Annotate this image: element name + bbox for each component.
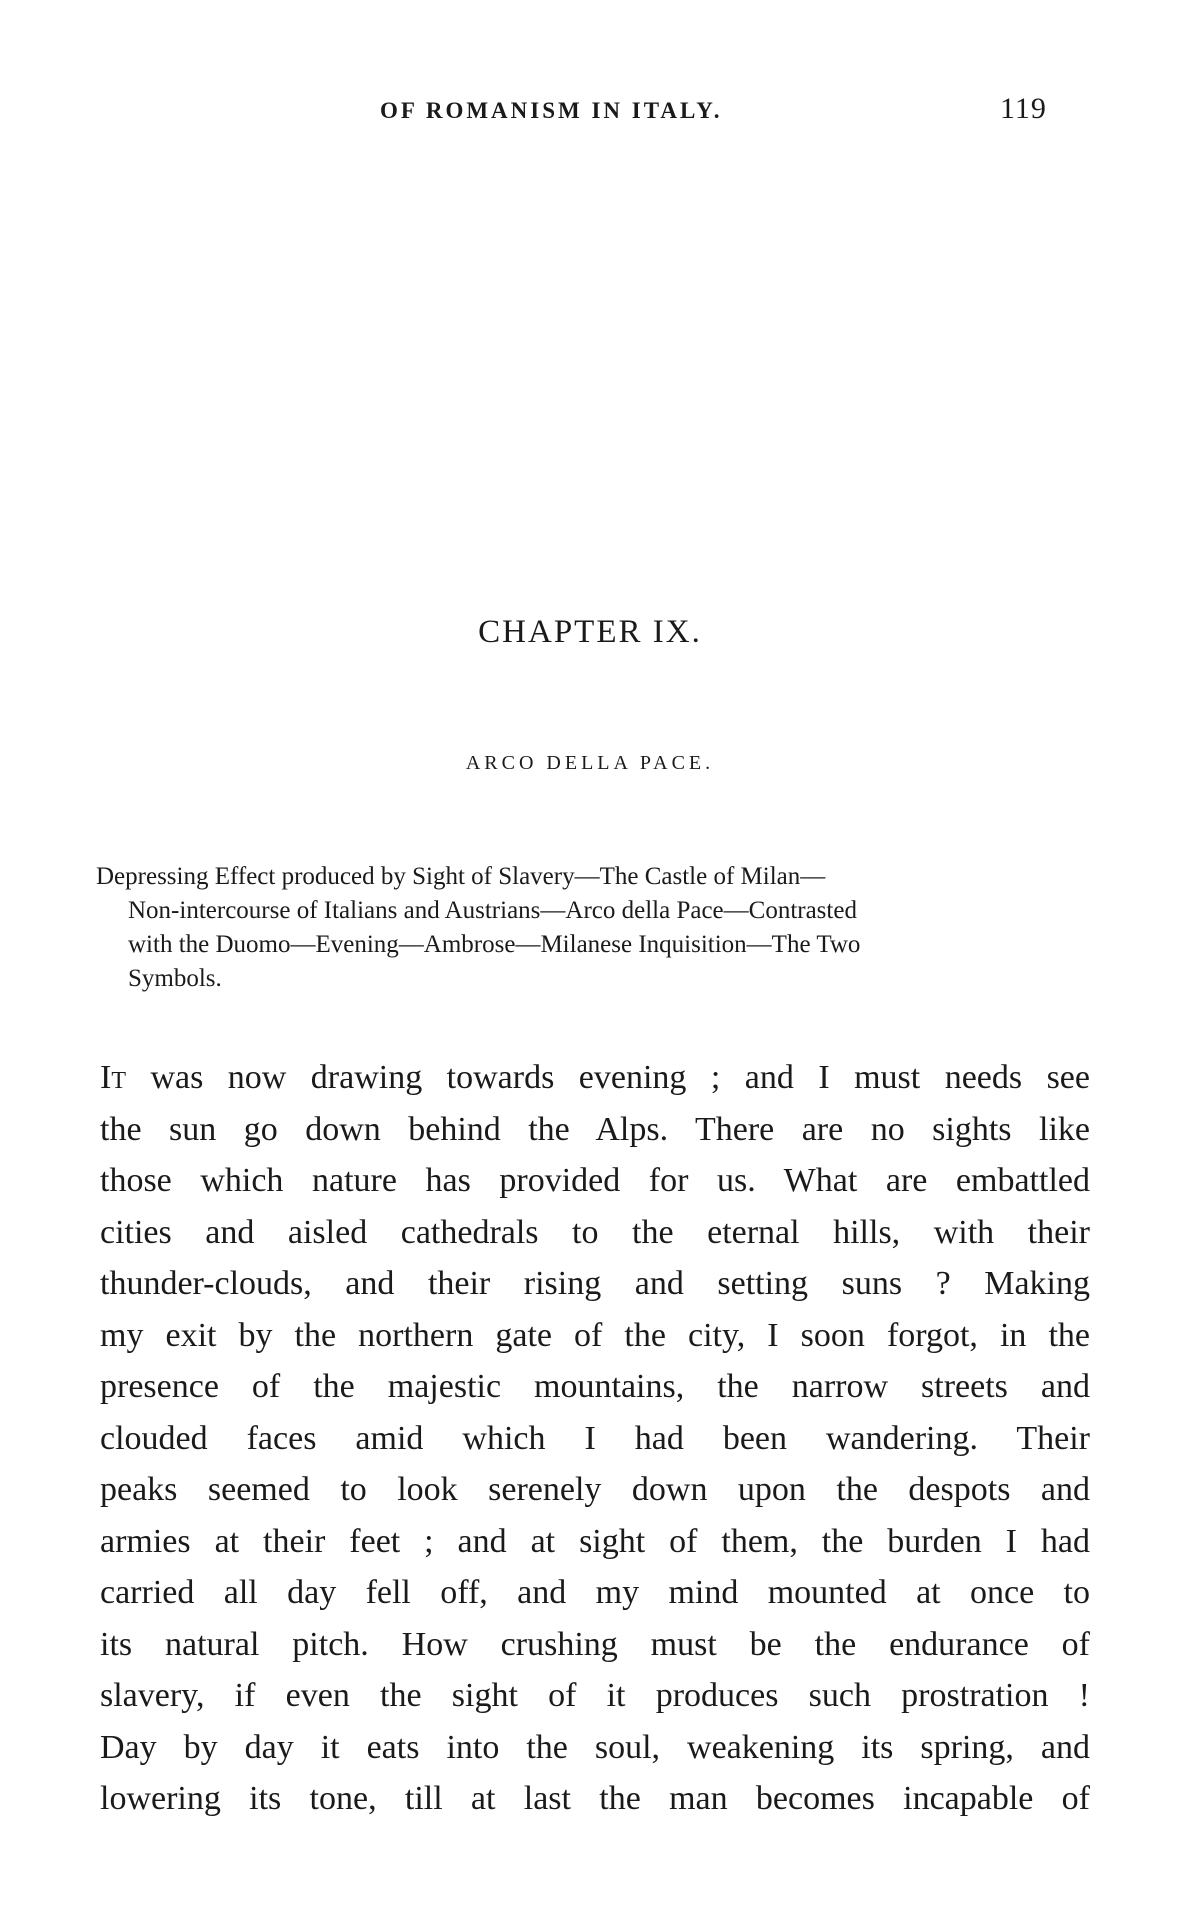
- page-number: 119: [1000, 92, 1047, 125]
- synopsis-line: Depressing Effect produced by Sight of Slavery—The Castle of Milan—: [96, 863, 826, 890]
- body-line: those which nature has provided for us. What are embattled: [100, 1162, 1090, 1199]
- body-line: carried all day fell off, and my mind mounted at once to: [100, 1574, 1090, 1611]
- body-line: its natural pitch. How crushing must be the endurance of: [100, 1625, 1090, 1663]
- body-line: slavery, if even the sight of it produces such prostration !: [100, 1677, 1090, 1714]
- body-paragraph: [100, 1052, 1090, 1825]
- body-line: presence of the majestic mountains, the narrow streets and: [100, 1368, 1090, 1405]
- body-line: armies at their feet ; and at sight of them, the burden I had: [100, 1522, 1090, 1560]
- body-line-text: was now drawing towards evening ; and I must needs see: [125, 1059, 1090, 1096]
- running-head: OF ROMANISM IN ITALY.: [380, 98, 723, 123]
- body-line: the sun go down behind the Alps. There are no sights like: [100, 1110, 1090, 1148]
- body-line: my exit by the northern gate of the city, I soon forgot, in the: [100, 1316, 1090, 1354]
- body-line: thunder-clouds, and their rising and setting suns ? Making: [100, 1265, 1090, 1302]
- body-line: Day by day it eats into the soul, weakening its spring, and: [100, 1728, 1090, 1766]
- body-line: clouded faces amid which I had been wandering. Their: [100, 1419, 1090, 1457]
- body-line: cities and aisled cathedrals to the eternal hills, with their: [100, 1213, 1090, 1251]
- drop-word: It: [100, 1059, 126, 1096]
- body-line: peaks seemed to look serenely down upon the despots and: [100, 1471, 1090, 1508]
- body-line: lowering its tone, till at last the man becomes incapable of: [100, 1780, 1090, 1817]
- chapter-subtitle: ARCO DELLA PACE.: [465, 752, 715, 774]
- chapter-title: CHAPTER IX.: [478, 614, 702, 650]
- synopsis-line: with the Duomo—Evening—Ambrose—Milanese Inquisition—The Two: [128, 931, 861, 958]
- body-line: [100, 1052, 1090, 1104]
- synopsis-line: Symbols.: [128, 965, 222, 992]
- chapter-synopsis: [96, 860, 1076, 996]
- synopsis-line: Non-intercourse of Italians and Austrians—Arco della Pace—Contrasted: [128, 897, 857, 924]
